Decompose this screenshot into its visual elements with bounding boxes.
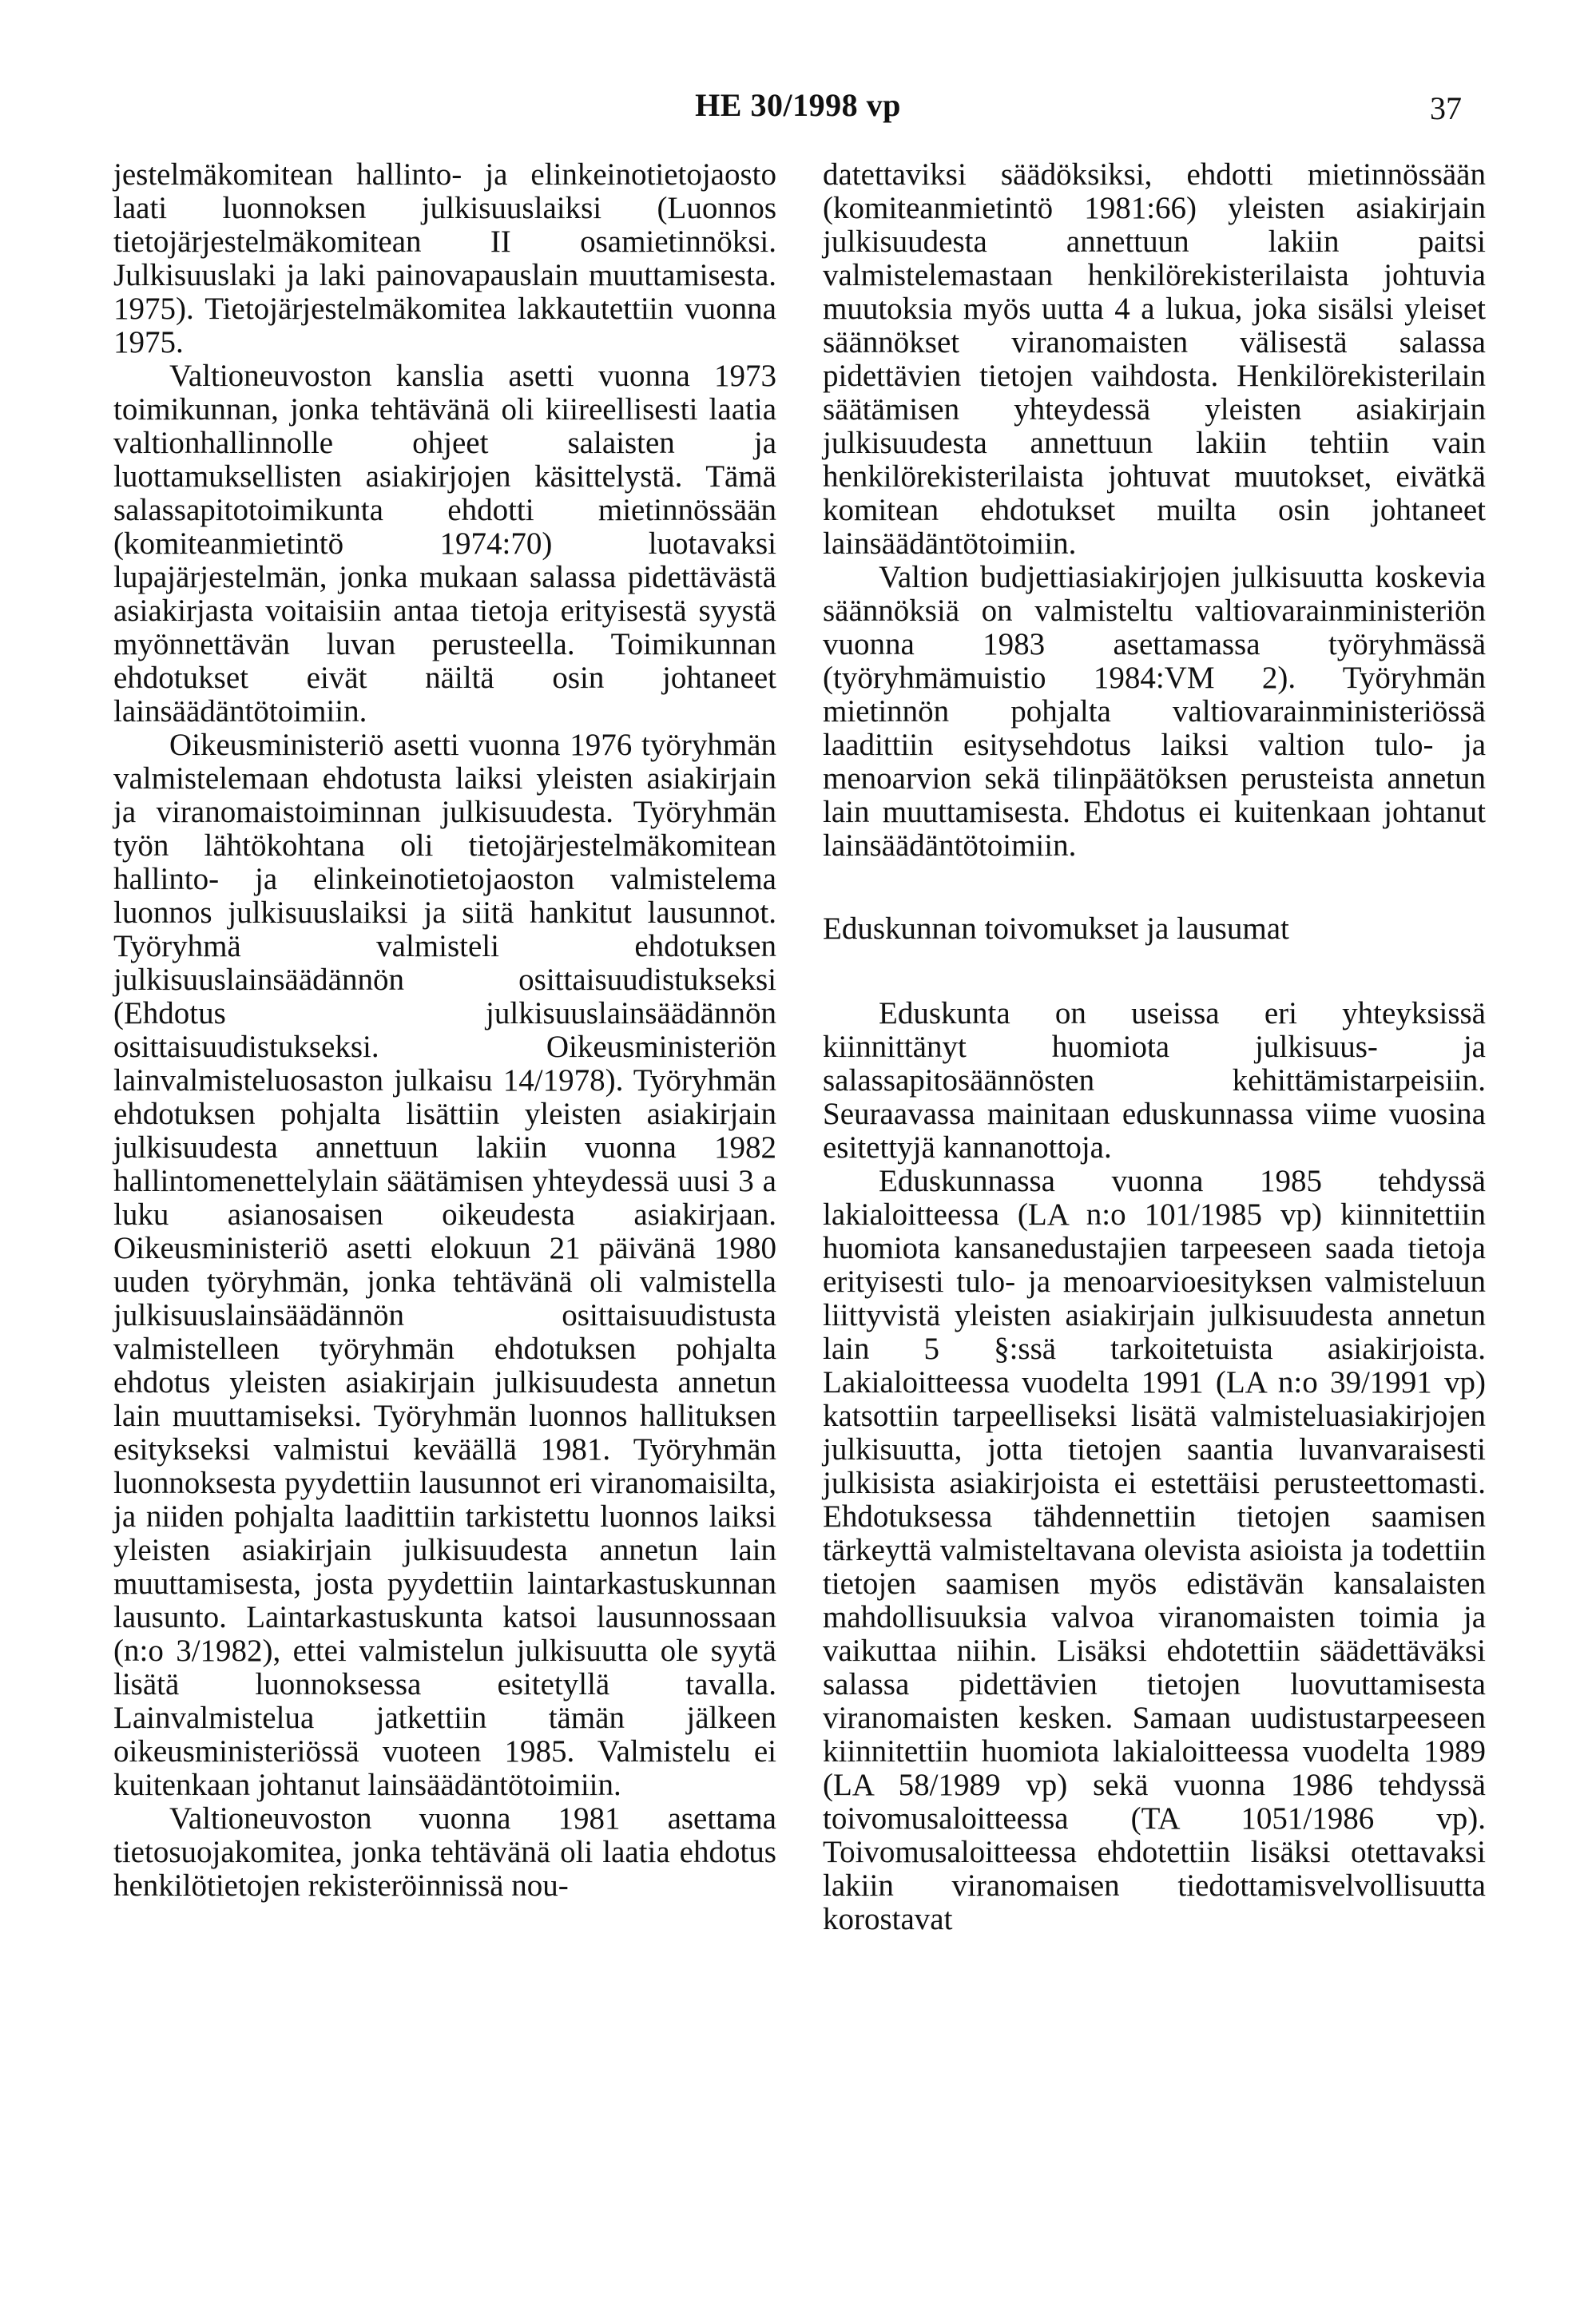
paragraph: Eduskunta on useissa eri yhteyksissä kiinnittänyt huomiota julkisuus- ja salassapitosäännösten kehittämistarpeisiin. Seuraavassa mainitaan eduskunnassa viime vuosina esitettyjä kannanottoja. (823, 996, 1486, 1165)
document-reference: HE 30/1998 vp (695, 87, 901, 123)
paragraph: Valtioneuvoston vuonna 1981 asettama tietosuojakomitea, jonka tehtävänä oli laatia ehdotus henkilötietojen rekisteröinnissä nou- (113, 1801, 776, 1903)
paragraph: Valtioneuvoston kanslia asetti vuonna 1973 toimikunnan, jonka tehtävänä oli kiireellisesti laatia valtionhallinnolle ohjeet salaisten ja luottamuksellisten asiakirjojen käsittelystä. Tämä salassapitotoimikunta ehdotti mietinnössään (komiteanmietintö 1974:70) luotavaksi lupajärjestelmän, jonka mukaan salassa pidettävästä asiakirjasta voitaisiin antaa tietoja erityisestä syystä myönnettävän luvan perusteella. Toimikunnan ehdotukset eivät näiltä osin johtaneet lainsäädäntötoimiin. (113, 359, 776, 729)
section-heading: Eduskunnan toivomukset ja lausumat (823, 911, 1289, 946)
paragraph: jestelmäkomitean hallinto- ja elinkeinotietojaosto laati luonnoksen julkisuuslaiksi (Luonnos tietojärjestelmäkomitean II osamietinnöksi. Julkisuuslaki ja laki painovapauslain muuttamisesta. 1975). Tietojärjestelmäkomitea lakkautettiin vuonna 1975. (113, 157, 776, 359)
paragraph: datettaviksi säädöksiksi, ehdotti mietinnössään (komiteanmietintö 1981:66) yleisten asiakirjain julkisuudesta annettuun lakiin paitsi valmistelemastaan henkilörekisterilaista johtuvia muutoksia myös uutta 4 a lukua, joka sisälsi yleiset säännökset viranomaisten välisestä salassa pidettävien tietojen vaihdosta. Henkilörekisterilain säätämisen yhteydessä yleisten asiakirjain julkisuudesta annettuun lakiin tehtiin vain henkilörekisterilaista johtuvat muutokset, eivätkä komitean ehdotukset muilta osin johtaneet lainsäädäntötoimiin. (823, 157, 1486, 561)
page-number: 37 (1430, 90, 1462, 126)
right-column (823, 158, 1486, 1936)
paragraph: Oikeusministeriö asetti vuonna 1976 työryhmän valmistelemaan ehdotusta laiksi yleisten asiakirjain ja viranomaistoiminnan julkisuudesta. Työryhmän työn lähtökohtana oli tietojärjestelmäkomitean hallinto- ja elinkeinotietojaoston valmistelema luonnos julkisuuslaiksi ja siitä hankitut lausunnot. Työryhmä valmisteli ehdotuksen julkisuuslainsäädännön osittaisuudistukseksi (Ehdotus julkisuuslainsäädännön osittaisuudistukseksi. Oikeusministeriön lainvalmisteluosaston julkaisu 14/1978). Työryhmän ehdotuksen pohjalta lisättiin yleisten asiakirjain julkisuudesta annettuun lakiin vuonna 1982 hallintomenettelylain säätämisen yhteydessä uusi 3 a luku asianosaisen oikeudesta asiakirjaan. Oikeusministeriö asetti elokuun 21 päivänä 1980 uuden työryhmän, jonka tehtävänä oli valmistella julkisuuslainsäädännön osittaisuudistusta valmistelleen työryhmän ehdotuksen pohjalta ehdotus yleisten asiakirjain julkisuudesta annetun lain muuttamiseksi. Työryhmän luonnos hallituksen esitykseksi valmistui keväällä 1981. Työryhmän luonnoksesta pyydettiin lausunnot eri viranomaisilta, ja niiden pohjalta laadittiin tarkistettu luonnos laiksi yleisten asiakirjain julkisuudesta annetun lain muuttamisesta, josta pyydettiin laintarkastuskunnan lausunto. Laintarkastuskunta katsoi lausunnossaan (n:o 3/1982), ettei valmistelun julkisuutta ole syytä lisätä luonnoksessa esitetyllä tavalla. Lainvalmistelua jatkettiin tämän jälkeen oikeusministeriössä vuoteen 1985. Valmistelu ei kuitenkaan johtanut lainsäädäntötoimiin. (113, 728, 776, 1802)
paragraph: Eduskunnassa vuonna 1985 tehdyssä lakialoitteessa (LA n:o 101/1985 vp) kiinnitettiin huomiota kansanedustajien tarpeeseen saada tietoja erityisesti tulo- ja menoarvioesityksen valmisteluun liittyvistä yleisten asiakirjain julkisuudesta annetun lain 5 §:ssä tarkoitetuista asiakirjoista. Lakialoitteessa vuodelta 1991 (LA n:o 39/1991 vp) katsottiin tarpeelliseksi lisätä valmisteluasiakirjojen julkisuutta, jotta tietojen saantia luvanvaraisesti julkisista asiakirjoista ei estettäisi perusteettomasti. Ehdotuksessa tähdennettiin tietojen saamisen tärkeyttä valmisteltavana olevista asioista ja todettiin tietojen saamisen myös edistävän kansalaisten mahdollisuuksia valvoa viranomaisten toimia ja vaikuttaa niihin. Lisäksi ehdotettiin säädettäväksi salassa pidettävien tietojen luovuttamisesta viranomaisten kesken. Samaan uudistustarpeeseen kiinnitettiin huomiota lakialoitteessa vuodelta 1989 (LA 58/1989 vp) sekä vuonna 1986 tehdyssä toivomusaloitteessa (TA 1051/1986 vp). Toivomusaloitteessa ehdotettiin lisäksi otettavaksi lakiin viranomaisen tiedottamisvelvollisuutta korostavat (823, 1164, 1486, 1936)
left-column (113, 158, 776, 1903)
page-header (0, 86, 1596, 134)
paragraph: Valtion budjettiasiakirjojen julkisuutta koskevia säännöksiä on valmisteltu valtiovarainministeriön vuonna 1983 asettamassa työryhmässä (työryhmämuistio 1984:VM 2). Työryhmän mietinnön pohjalta valtiovarainministeriössä laadittiin esitysehdotus laiksi valtion tulo- ja menoarvion sekä tilinpäätöksen perusteista annetun lain muuttamisesta. Ehdotus ei kuitenkaan johtanut lainsäädäntötoimiin. (823, 560, 1486, 863)
